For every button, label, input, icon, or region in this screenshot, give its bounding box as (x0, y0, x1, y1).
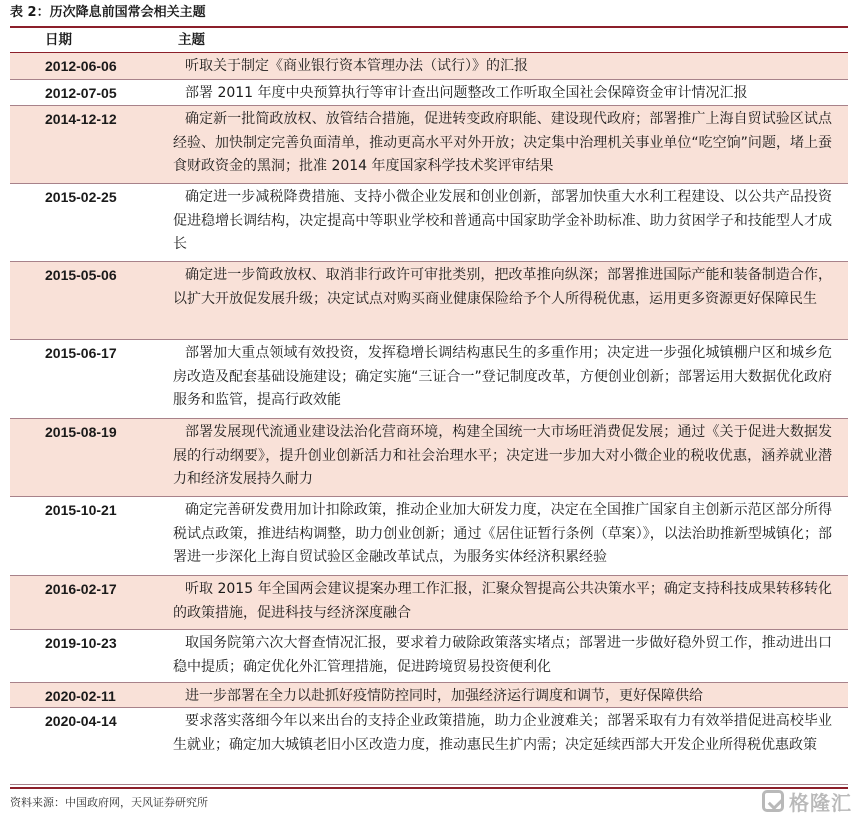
table-body (10, 53, 848, 785)
row-date: 2015-02-25 (45, 189, 117, 205)
row-date: 2015-06-17 (45, 345, 117, 361)
row-topic: 部署加大重点领域有效投资，发挥稳增长调结构惠民生的多重作用；决定进一步强化城镇棚户区和城乡危房改造及配套基础设施建设；确定实施“三证合一”登记制度改革，方便创业创新；部署运用大数据优化政府服务和监管，提高行政效能 (173, 345, 832, 408)
table-row (10, 106, 848, 184)
header-topic: 主题 (178, 32, 205, 48)
row-topic: 部署发展现代流通业建设法治化营商环境，构建全国统一大市场旺消费促发展；通过《关于促进大数据发展的行动纲要》，提升创业创新活力和社会治理水平；决定进一步加大对小微企业的税收优惠，涵养就业潜力和经济发展持久耐力 (173, 424, 832, 487)
row-topic: 听取关于制定《商业银行资本管理办法（试行）》的汇报 (185, 58, 528, 74)
table-row (10, 708, 848, 785)
table-row (10, 184, 848, 262)
table-row (10, 53, 848, 80)
table-row (10, 630, 848, 683)
source-note: 资料来源：中国政府网，天风证券研究所 (10, 796, 208, 809)
row-topic: 部署 2011 年度中央预算执行等审计查出问题整改工作听取全国社会保障资金审计情况汇报 (185, 85, 748, 101)
table-bottom-rule (10, 787, 848, 789)
row-topic: 确定进一步减税降费措施、支持小微企业发展和创业创新，部署加快重大水利工程建设、以公共产品投资促进稳增长调结构，决定提高中等职业学校和普通高中国家助学金补助标准、助力贫困学子和技能型人才成长 (173, 189, 832, 252)
row-date: 2012-07-05 (45, 85, 117, 101)
table-row (10, 262, 848, 340)
row-topic: 进一步部署在全力以赴抓好疫情防控同时，加强经济运行调度和调节，更好保障供给 (185, 688, 703, 704)
row-date: 2015-05-06 (45, 267, 117, 283)
row-date: 2012-06-06 (45, 58, 117, 74)
table-row (10, 340, 848, 419)
row-topic: 确定进一步简政放权、取消非行政许可审批类别，把改革推向纵深；部署推进国际产能和装备制造合作，以扩大开放促发展升级；决定试点对购买商业健康保险给予个人所得税优惠，运用更多资源更好保障民生 (173, 267, 832, 307)
watermark-logo-icon (762, 790, 784, 812)
row-date: 2016-02-17 (45, 581, 117, 597)
table-row (10, 576, 848, 630)
row-topic: 确定完善研发费用加计扣除政策，推动企业加大研发力度，决定在全国推广国家自主创新示范区部分所得税试点政策，推进结构调整，助力创业创新；通过《居住证暂行条例（草案）》，以法治助推新型城镇化；部署进一步深化上海自贸试验区金融改革试点，为服务实体经济积累经验 (173, 502, 832, 565)
table-row (10, 497, 848, 576)
table-caption: 表 2：历次降息前国常会相关主题 (10, 5, 206, 20)
row-topic: 要求落实落细今年以来出台的支持企业政策措施，助力企业渡难关；部署采取有力有效举措促进高校毕业生就业；确定加大城镇老旧小区改造力度，推动惠民生扩内需；决定延续西部大开发企业所得税优惠政策 (173, 713, 832, 753)
header-date: 日期 (45, 32, 72, 48)
row-topic: 听取 2015 年全国两会建议提案办理工作汇报，汇聚众智提高公共决策水平；确定支持科技成果转移转化的政策措施，促进科技与经济深度融合 (173, 581, 832, 621)
row-topic: 确定新一批简政放权、放管结合措施，促进转变政府职能、建设现代政府；部署推广上海自贸试验区试点经验、加快制定完善负面清单，推动更高水平对外开放；决定集中治理机关事业单位“吃空饷”问题，堵上蚕食财政资金的黑洞；批准 2014 年度国家科学技术奖评审结果 (173, 111, 832, 174)
table-row (10, 683, 848, 708)
row-topic: 取国务院第六次大督查情况汇报，要求着力破除政策落实堵点；部署进一步做好稳外贸工作，推动进出口稳中提质；确定优化外汇管理措施，促进跨境贸易投资便利化 (173, 635, 832, 675)
row-date: 2015-08-19 (45, 424, 117, 440)
watermark (762, 786, 852, 816)
row-date: 2020-02-11 (45, 688, 116, 704)
table-header (10, 28, 848, 52)
table-row (10, 419, 848, 497)
row-date: 2015-10-21 (45, 502, 117, 518)
watermark-text: 格隆汇 (789, 790, 852, 815)
row-date: 2014-12-12 (45, 111, 117, 127)
table-row (10, 80, 848, 106)
row-date: 2020-04-14 (45, 713, 117, 729)
row-date: 2019-10-23 (45, 635, 117, 651)
